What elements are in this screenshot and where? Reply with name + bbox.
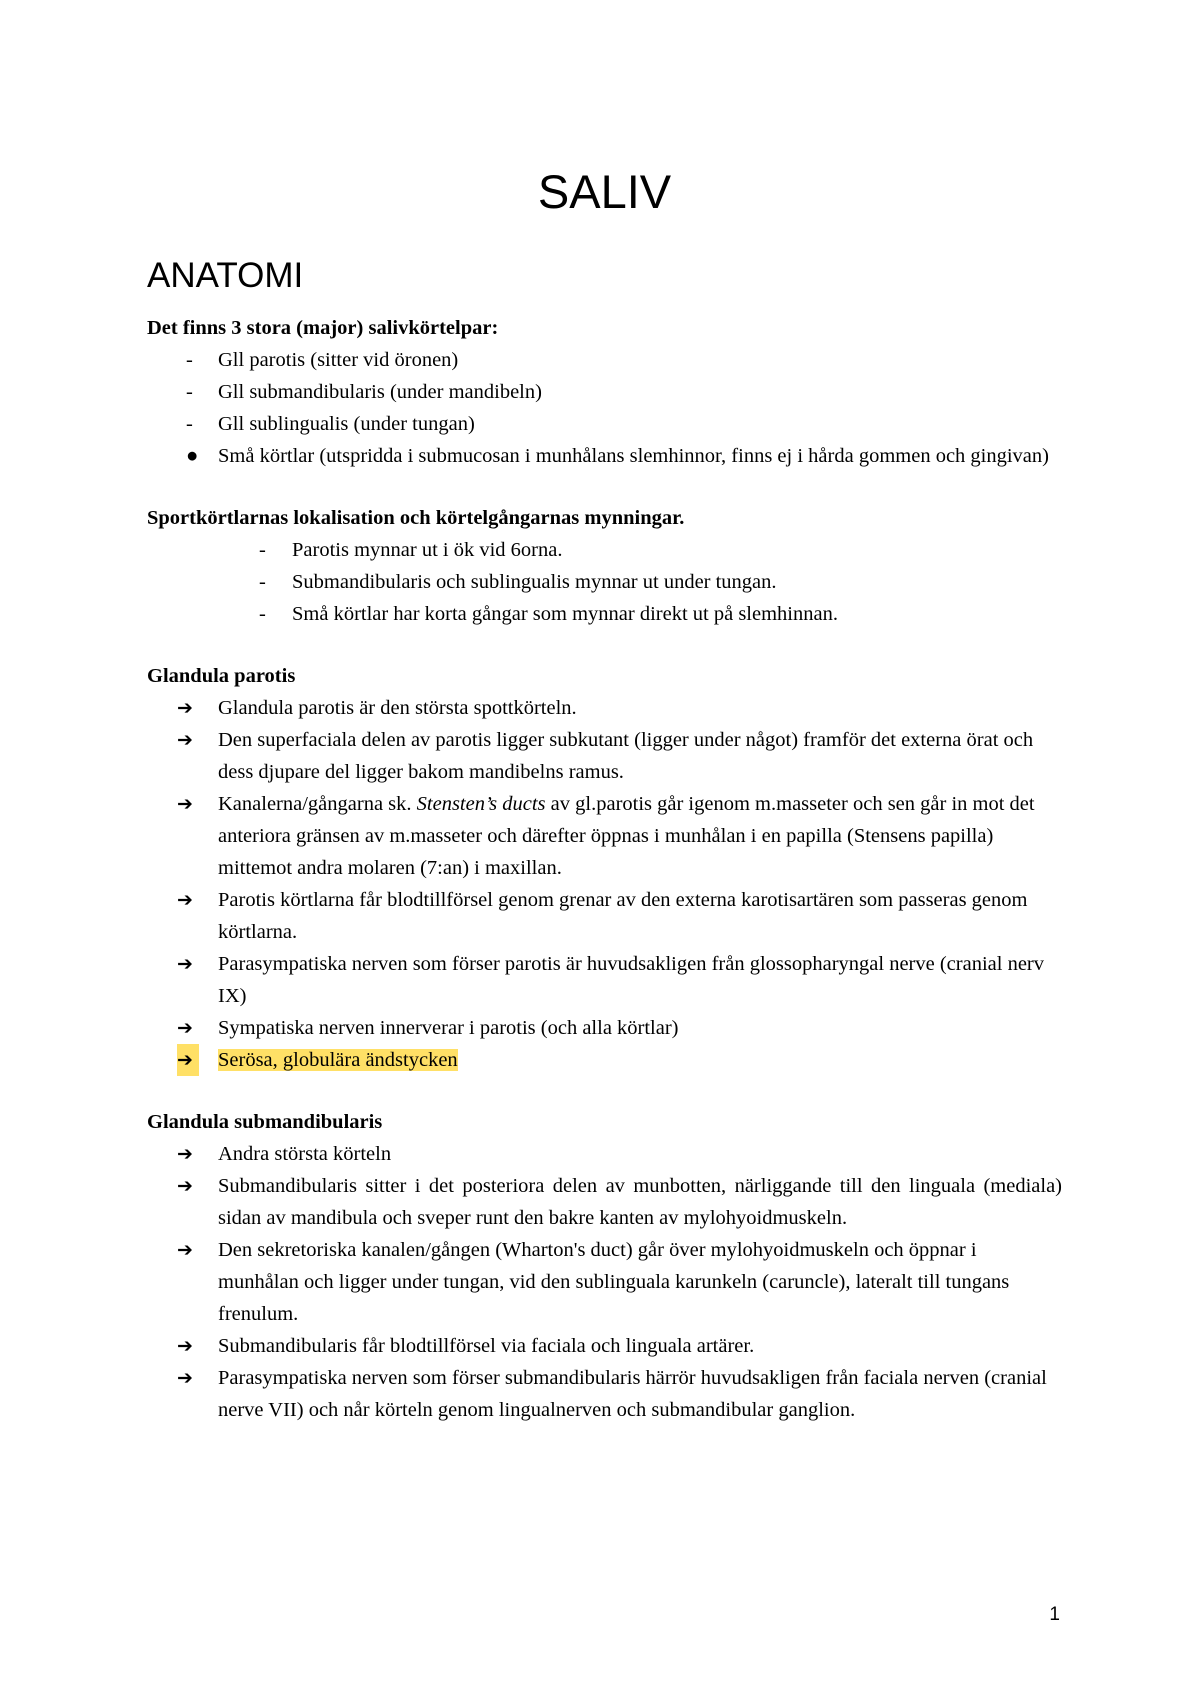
list-item-text: Glandula parotis är den största spottkörteln.: [218, 697, 577, 719]
list-item-text: Den sekretoriska kanalen/gången (Wharton's duct) går över mylohyoidmuskeln och öppnar i munhålan och ligger under tungan, vid den sublinguala karunkeln (caruncle), lateralt till tungans frenulum.: [218, 1239, 1010, 1325]
arrow-icon: ➔: [177, 1335, 193, 1357]
list-item-text: Parotis körtlarna får blodtillförsel genom grenar av den externa karotisartären som passeras genom körtlarna.: [218, 889, 1028, 943]
arrow-icon: ➔: [177, 1044, 199, 1076]
list-item-text: Parasympatiska nerven som förser submandibularis härrör huvudsakligen från faciala nerven (cranial nerve VII) och når körteln genom lingualnerven och submandibular ganglion.: [218, 1367, 1047, 1421]
list-item: [147, 1012, 1062, 1044]
dash-marker: -: [259, 571, 266, 593]
arrow-icon: ➔: [177, 1143, 193, 1165]
list-item: [147, 724, 1062, 788]
list-item-text: Små körtlar har korta gångar som mynnar direkt ut på slemhinnan.: [292, 603, 838, 625]
list-item-text: Gll submandibularis (under mandibeln): [218, 381, 542, 403]
list-item-text-pre: Kanalerna/gångarna sk.: [218, 793, 417, 815]
list-item: [147, 344, 1062, 376]
arrow-icon: ➔: [177, 1367, 193, 1389]
arrow-icon: ➔: [177, 793, 193, 815]
dash-marker: -: [186, 349, 193, 371]
highlighted-text: Serösa, globulära ändstycken: [218, 1049, 458, 1071]
arrow-icon: ➔: [177, 1017, 193, 1039]
list-item-text: Gll parotis (sitter vid öronen): [218, 349, 459, 371]
list-item: [147, 566, 1062, 598]
major-glands-list: [147, 344, 1062, 472]
list-item: [147, 1170, 1062, 1234]
page-number: 1: [1049, 1604, 1060, 1625]
list-item: [147, 1138, 1062, 1170]
list-item: [147, 692, 1062, 724]
arrow-icon: ➔: [177, 729, 193, 751]
list-item-text: Den superfaciala delen av parotis ligger subkutant (ligger under något) framför det externa örat och dess djupare del ligger bakom mandibelns ramus.: [218, 729, 1034, 783]
list-item-text: Gll sublingualis (under tungan): [218, 413, 475, 435]
list-item: [147, 788, 1062, 884]
list-item-highlighted: [147, 1044, 1062, 1076]
dash-marker: -: [259, 603, 266, 625]
list-item-text-italic: Stensten’s ducts: [416, 793, 546, 815]
arrow-icon: ➔: [177, 1239, 193, 1261]
document-title: SALIV: [537, 165, 672, 218]
subheading-localisation: Sportkörtlarnas lokalisation och körtelgångarnas mynningar.: [147, 507, 685, 529]
subheading-glandula-parotis: Glandula parotis: [147, 665, 296, 687]
arrow-icon: ➔: [177, 697, 193, 719]
list-item-text-post: av gl.parotis går igenom m.masseter och sen går in mot det anteriora gränsen av m.masseter och därefter öppnas i munhålan i en papilla (Stensens papilla) mittemot andra molaren (7:an) i maxillan.: [218, 793, 1035, 879]
dash-marker: -: [186, 413, 193, 435]
arrow-icon: ➔: [177, 889, 193, 911]
dash-marker: -: [186, 381, 193, 403]
list-item: [147, 948, 1062, 1012]
section-heading-anatomi: ANATOMI: [147, 256, 304, 295]
arrow-icon: ➔: [177, 953, 193, 975]
parotis-list: [147, 692, 1062, 1076]
list-item: [147, 598, 1062, 630]
list-item: [147, 440, 1062, 472]
list-item: [147, 1362, 1062, 1426]
list-item-text: Parasympatiska nerven som förser parotis är huvudsakligen från glossopharyngal nerve (cranial nerv IX): [218, 953, 1044, 1007]
list-item: [147, 408, 1062, 440]
list-item: [147, 376, 1062, 408]
list-item-text: Submandibularis får blodtillförsel via faciala och linguala artärer.: [218, 1335, 755, 1357]
arrow-icon: ➔: [177, 1175, 193, 1197]
list-item-text: Andra största körteln: [218, 1143, 392, 1165]
list-item-text: Submandibularis och sublingualis mynnar ut under tungan.: [292, 571, 777, 593]
list-item-text: Sympatiska nerven innerverar i parotis (och alla körtlar): [218, 1017, 679, 1039]
dash-marker: -: [259, 539, 266, 561]
subheading-glandula-submandibularis: Glandula submandibularis: [147, 1111, 383, 1133]
list-item: [147, 1234, 1062, 1330]
list-item-text: Submandibularis sitter i det posteriora delen av munbotten, närliggande till den linguala (mediala) sidan av mandibula och sveper runt den bakre kanten av mylohyoidmuskeln.: [218, 1175, 1062, 1229]
submandibularis-list: [147, 1138, 1062, 1426]
list-item-text: Små körtlar (utspridda i submucosan i munhålans slemhinnor, finns ej i hårda gommen och gingivan): [218, 445, 1049, 467]
document-page: [147, 160, 1062, 1426]
list-item-text: Parotis mynnar ut i ök vid 6orna.: [292, 539, 563, 561]
list-item: [147, 534, 1062, 566]
bullet-icon: ●: [186, 445, 199, 467]
list-item: [147, 884, 1062, 948]
list-item: [147, 1330, 1062, 1362]
localisation-list: [147, 534, 1062, 630]
subheading-major-glands: Det finns 3 stora (major) salivkörtelpar:: [147, 317, 499, 339]
